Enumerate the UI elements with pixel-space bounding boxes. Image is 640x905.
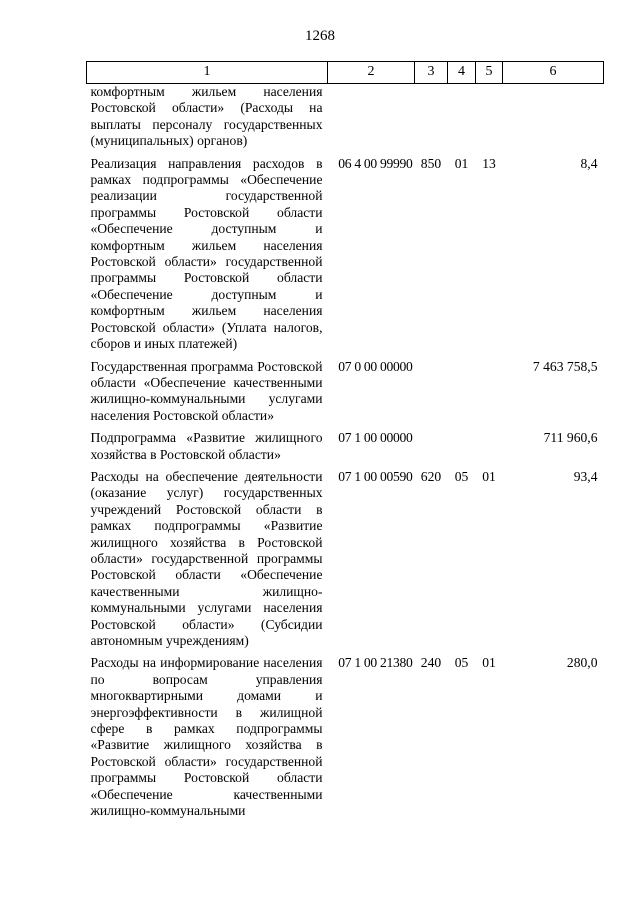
budget-table (86, 61, 604, 819)
row-amount: 93,4 (573, 468, 598, 484)
table-row (87, 353, 604, 425)
row-col-4: 05 (454, 468, 469, 484)
header-col-1: 1 (87, 62, 328, 84)
row-name: Государственная программа Ростовской области «Обеспечение качественными жилищно-коммунальными услугами населения Ростовской области» (90, 358, 323, 423)
row-amount: 711 960,6 (543, 430, 598, 446)
row-code: 07 1 00 21380 (338, 655, 413, 671)
header-col-5: 5 (476, 62, 503, 84)
row-amount: 7 463 758,5 (532, 358, 598, 374)
row-code (328, 84, 415, 150)
row-code: 07 0 00 00000 (338, 358, 413, 374)
row-col-5 (476, 424, 503, 463)
row-amount (503, 84, 604, 150)
row-col-3: 240 (420, 655, 442, 671)
row-name: Расходы на информирование населения по вопросам управления многоквартирными домами и энергоэффективности в жилищной сфере в рамках подпрограммы «Развитие жилищного хозяйства в Ростовской области» государственной программы Ростовской области «Обеспечение качественными жилищно-коммунальными (90, 655, 323, 819)
row-col-5 (476, 353, 503, 425)
table-row (87, 463, 604, 649)
row-code: 07 1 00 00000 (338, 430, 413, 446)
page-number: 1268 (305, 28, 335, 44)
row-col-3: 620 (420, 468, 442, 484)
row-col-3 (415, 424, 448, 463)
row-col-5: 13 (482, 155, 496, 171)
table-row (87, 424, 604, 463)
row-code: 06 4 00 99990 (338, 155, 413, 171)
row-amount: 280,0 (566, 655, 598, 671)
row-col-3: 850 (420, 155, 442, 171)
row-col-5: 01 (482, 468, 496, 484)
header-col-6: 6 (503, 62, 604, 84)
row-code: 07 1 00 00590 (338, 468, 413, 484)
header-col-4: 4 (448, 62, 476, 84)
row-col-4: 01 (454, 155, 469, 171)
row-col-3 (415, 84, 448, 150)
row-col-4 (448, 84, 476, 150)
row-col-5: 01 (482, 655, 496, 671)
row-col-4: 05 (454, 655, 469, 671)
row-name: Подпрограмма «Развитие жилищного хозяйства в Ростовской области» (90, 430, 323, 462)
header-col-2: 2 (328, 62, 415, 84)
table-row (87, 150, 604, 353)
row-name: комфортным жильем населения Ростовской области» (Расходы на выплаты персоналу государственных (муниципальных) органов) (90, 84, 323, 149)
row-col-3 (415, 353, 448, 425)
row-col-4 (448, 353, 476, 425)
row-col-4 (448, 424, 476, 463)
table-header (87, 62, 604, 84)
row-amount: 8,4 (580, 155, 598, 171)
row-col-5 (476, 84, 503, 150)
header-col-3: 3 (415, 62, 448, 84)
table-row (87, 649, 604, 819)
row-name: Реализация направления расходов в рамках подпрограммы «Обеспечение реализации государственной программы Ростовской области «Обеспечение доступным и комфортным жильем населения Ростовской области» государственной программы Ростовской области «Обеспечение доступным и комфортным жильем населения Ростовской области» (Уплата налогов, сборов и иных платежей) (90, 155, 323, 352)
table-row (87, 84, 604, 150)
row-name: Расходы на обеспечение деятельности (оказание услуг) государственных учреждений Ростовской области в рамках подпрограммы «Развитие жилищного хозяйства в Ростовской области» государственной программы Ростовской области «Обеспечение качественными жилищно-коммунальными услугами населения Ростовской области» (Субсидии автономным учреждениям) (90, 468, 323, 648)
